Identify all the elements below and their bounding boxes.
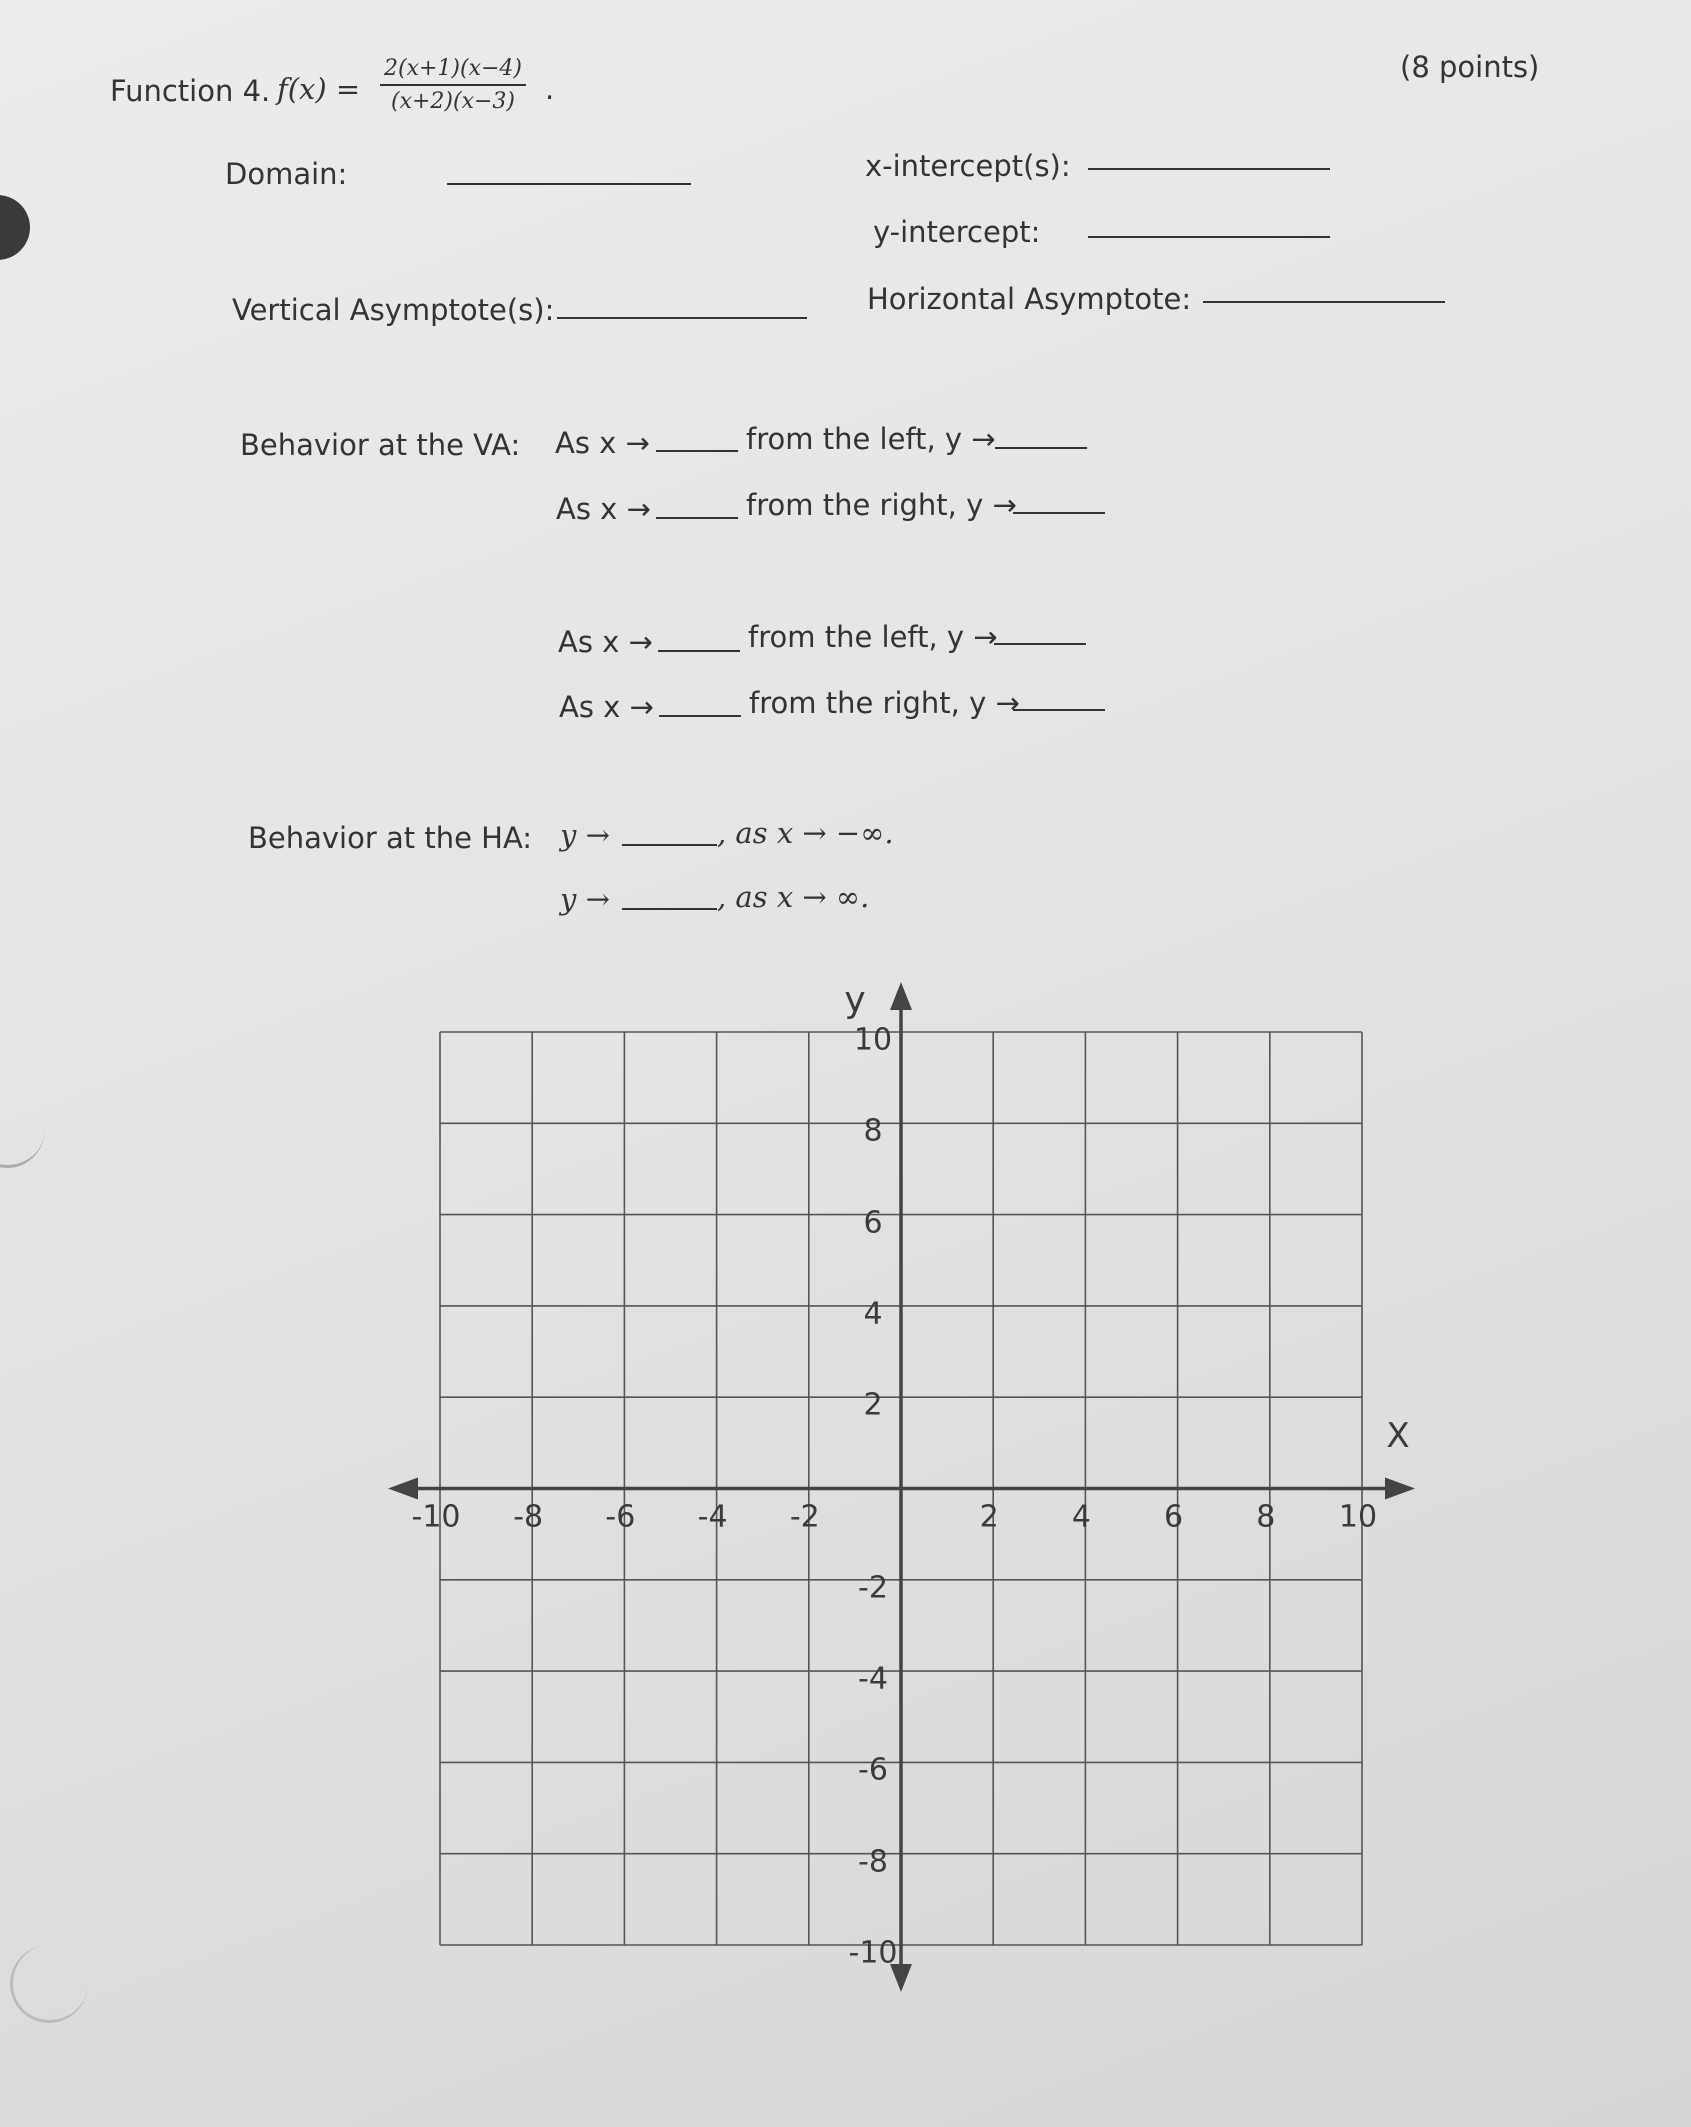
x-tick-label: 8: [1256, 1499, 1276, 1534]
x-tick-label: 2: [979, 1499, 999, 1534]
x-axis-label: X: [1386, 1416, 1410, 1456]
ha-behavior-heading: Behavior at the HA:: [248, 821, 533, 855]
va-row-1-side: from the left, y →: [746, 422, 996, 456]
x-tick-label: 10: [1338, 1499, 1378, 1534]
y-tick-label: -8: [858, 1844, 888, 1880]
vertical-asymptotes-label: Vertical Asymptote(s):: [232, 293, 555, 327]
y-tick-label: -10: [848, 1935, 898, 1971]
domain-label: Domain:: [225, 157, 348, 191]
ha-row-1-y: y →: [560, 818, 610, 852]
y-axis-label: y: [844, 979, 866, 1021]
va-behavior-heading: Behavior at the VA:: [240, 428, 521, 462]
y-tick-label: 2: [863, 1387, 883, 1423]
points-label: (8 points): [1400, 50, 1540, 84]
va-row-4-side: from the right, y →: [749, 686, 1020, 720]
va-row-1-as-x: As x →: [555, 426, 650, 460]
x-axis-right-arrow-icon: [1385, 1478, 1415, 1500]
y-axis-up-arrow-icon: [890, 982, 912, 1010]
y-tick-label: 6: [863, 1205, 883, 1241]
y-tick-label: 4: [863, 1296, 883, 1332]
horizontal-asymptote-label: Horizontal Asymptote:: [867, 282, 1192, 316]
y-intercept-label: y-intercept:: [873, 215, 1041, 249]
va-row-2-as-x: As x →: [556, 492, 651, 526]
x-axis-left-arrow-icon: [388, 1478, 418, 1500]
y-tick-label: -4: [858, 1661, 888, 1697]
y-tick-label: 10: [853, 1022, 893, 1058]
x-tick-label: -2: [789, 1499, 820, 1534]
y-tick-label: 8: [863, 1113, 883, 1149]
function-label: Function 4.: [110, 74, 271, 108]
fraction-denominator: (x+2)(x−3): [391, 89, 516, 114]
ha-row-1-cond: , as x → −∞.: [717, 816, 894, 850]
function-period: .: [545, 72, 555, 106]
x-tick-label: 4: [1071, 1499, 1091, 1534]
va-row-3-as-x: As x →: [558, 625, 653, 659]
axes: [388, 979, 1415, 1992]
function-name: f(x) =: [277, 72, 361, 106]
x-tick-label: -10: [411, 1499, 461, 1534]
x-tick-label: -8: [513, 1499, 544, 1534]
ha-row-2-cond: , as x → ∞.: [717, 880, 870, 914]
x-intercepts-label: x-intercept(s):: [865, 149, 1071, 183]
va-row-4-as-x: As x →: [559, 690, 654, 724]
y-tick-label: -6: [858, 1752, 888, 1788]
x-tick-label: -6: [605, 1499, 636, 1534]
va-row-2-side: from the right, y →: [746, 488, 1017, 522]
x-tick-label: 6: [1164, 1499, 1184, 1534]
y-tick-label: -2: [858, 1570, 888, 1606]
x-tick-label: -4: [697, 1499, 728, 1534]
ha-row-2-y: y →: [560, 882, 610, 916]
va-row-3-side: from the left, y →: [748, 620, 998, 654]
fraction-numerator: 2(x+1)(x−4): [380, 56, 526, 86]
